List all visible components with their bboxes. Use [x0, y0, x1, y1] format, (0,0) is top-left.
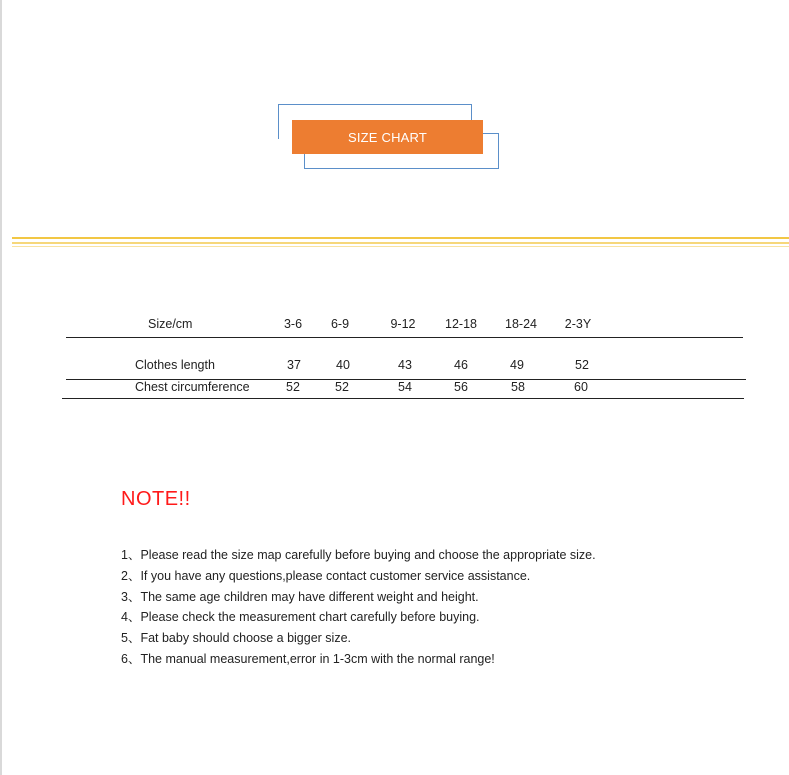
row-label: Clothes length	[135, 358, 215, 372]
separator-line-3	[12, 246, 789, 247]
list-item: 1、Please read the size map carefully before buying and choose the appropriate size.	[121, 548, 596, 562]
size-col-header: 9-12	[390, 317, 416, 331]
page-left-border	[0, 0, 2, 775]
size-header-label: Size/cm	[148, 317, 193, 331]
size-col-header: 6-9	[330, 317, 350, 331]
size-col-header: 3-6	[283, 317, 303, 331]
size-chart-title-block	[278, 104, 500, 170]
list-item: 2、If you have any questions,please contact customer service assistance.	[121, 568, 531, 583]
size-col-header: 12-18	[445, 317, 477, 331]
note-title: NOTE!!	[121, 488, 191, 510]
separator-line-1	[12, 237, 789, 239]
table-cell: 52	[286, 380, 300, 394]
table-cell: 56	[454, 380, 468, 394]
row-label: Chest circumference	[135, 380, 250, 394]
size-col-header: 2-3Y	[564, 317, 592, 331]
separator-line-2	[12, 242, 789, 244]
table-cell: 54	[398, 380, 412, 394]
table-rule-top	[66, 337, 743, 338]
table-cell: 43	[398, 358, 412, 372]
list-item: 6、The manual measurement,error in 1-3cm with the normal range!	[121, 651, 495, 666]
size-col-header: 18-24	[505, 317, 537, 331]
table-cell: 52	[575, 358, 589, 372]
table-cell: 40	[336, 358, 350, 372]
table-cell: 49	[510, 358, 524, 372]
note-list	[121, 545, 596, 670]
table-cell: 58	[511, 380, 525, 394]
list-item: 3、The same age children may have different weight and height.	[121, 589, 479, 604]
table-cell: 52	[335, 380, 349, 394]
table-rule-bottom	[62, 398, 744, 399]
table-cell: 46	[454, 358, 468, 372]
size-chart-title: SIZE CHART	[292, 120, 483, 154]
table-cell: 60	[574, 380, 588, 394]
table-cell: 37	[287, 358, 301, 372]
list-item: 4、Please check the measurement chart carefully before buying.	[121, 610, 480, 625]
list-item: 5、Fat baby should choose a bigger size.	[121, 631, 351, 646]
